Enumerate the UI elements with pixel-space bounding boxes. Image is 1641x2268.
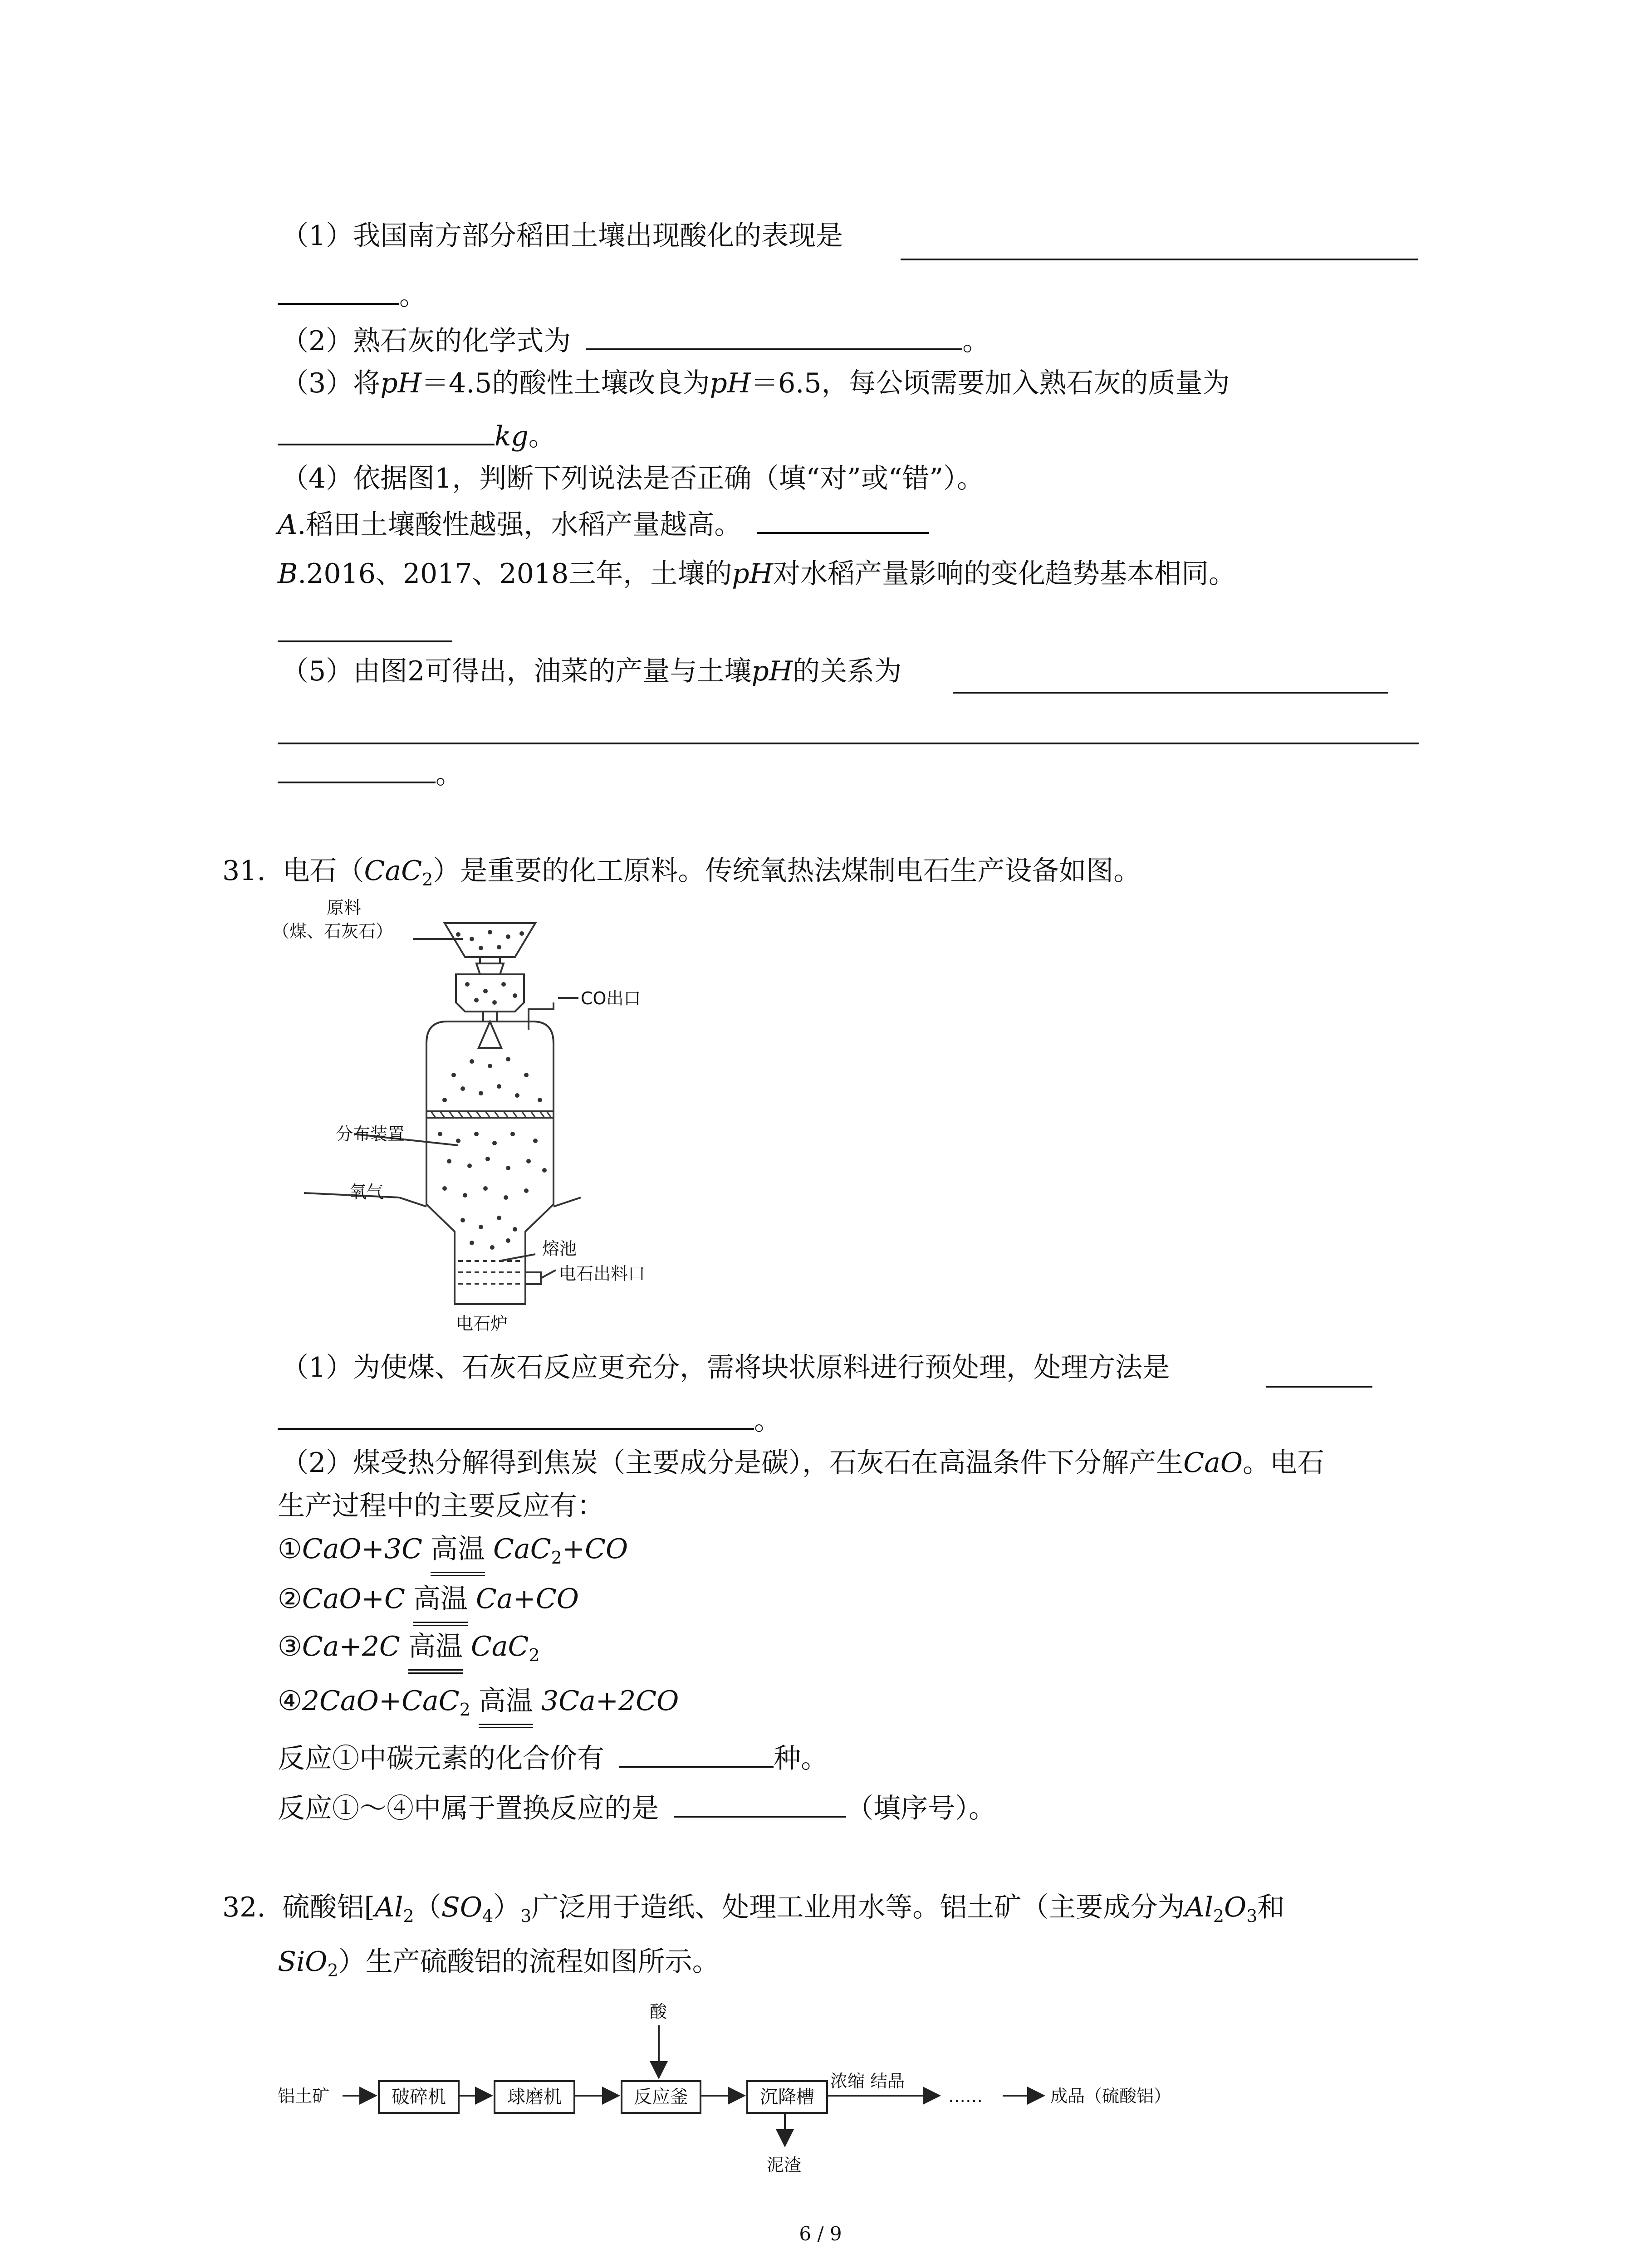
q30-part4: （4）依据图1，判断下列说法是否正确（填“对”或“错”）。	[281, 463, 985, 494]
flow-mud: 泥渣	[767, 2155, 802, 2175]
condition-high-temp: 高温	[408, 1628, 463, 1674]
flow-product: 成品（硫酸铝）	[1050, 2086, 1171, 2106]
flow-box-crusher: 破碎机	[378, 2080, 460, 2114]
q31-part2-cont: 生产过程中的主要反应有：	[278, 1490, 604, 1522]
label-melt-pool: 熔池	[542, 1239, 577, 1259]
q31-part2: （2）煤受热分解得到焦炭（主要成分是碳），石灰石在高温条件下分解产生CaO。电石	[281, 1447, 1325, 1479]
q30-part4b: B.2016、2017、2018三年，土壤的pH对水稻产量影响的变化趋势基本相同。	[278, 558, 1236, 590]
q30-part3: （3）将pH＝4.5的酸性土壤改良为pH＝6.5，每公顷需要加入熟石灰的质量为	[281, 367, 1230, 399]
q32-intro-cont: SiO$_2$）生产硫酸铝的流程如图所示。	[278, 1946, 720, 1980]
condition-high-temp: 高温	[431, 1531, 485, 1576]
reaction-4: ④2CaO+CaC$_2$ 高温 3Ca+2CO	[278, 1683, 679, 1719]
reaction-3: ③Ca+2C 高温 CaC$_2$	[278, 1628, 540, 1665]
q31-question-a: 反应①中碳元素的化合价有 种。	[278, 1740, 828, 1776]
q31-intro: 31. 电石（CaC$_2$）是重要的化工原料。传统氧热法煤制电石生产设备如图。	[222, 855, 1141, 890]
reaction-2: ②CaO+C 高温 Ca+CO	[278, 1581, 579, 1617]
q30-part5: （5）由图2可得出，油菜的产量与土壤pH的关系为	[281, 655, 902, 687]
flow-box-settler: 沉降槽	[746, 2080, 828, 2114]
flow-box-reactor: 反应釜	[621, 2080, 701, 2114]
flow-acid: 酸	[650, 2002, 667, 2022]
q30-part1-cont: 。	[278, 277, 426, 313]
q30-part4a: A.稻田土壤酸性越强，水稻产量越高。	[278, 506, 929, 542]
flow-step-label: 浓缩 结晶	[830, 2071, 905, 2091]
q31-part1-cont: 。	[278, 1402, 781, 1438]
q30-part1: （1）我国南方部分稻田土壤出现酸化的表现是	[281, 220, 843, 252]
label-raw-material: 原料	[327, 898, 362, 918]
q31-part1: （1）为使煤、石灰石反应更充分，需将块状原料进行预处理，处理方法是	[281, 1352, 1170, 1383]
label-distributor: 分布装置	[336, 1124, 405, 1144]
condition-high-temp: 高温	[413, 1581, 468, 1626]
flow-ellipsis: ……	[948, 2086, 983, 2106]
condition-high-temp: 高温	[479, 1683, 533, 1728]
flow-box-ball-mill: 球磨机	[494, 2080, 575, 2114]
q31-question-b: 反应①～④中属于置换反应的是 （填序号）。	[278, 1789, 996, 1826]
q32-intro: 32. 硫酸铝[$Al_2(SO_4)_3$广泛用于造纸、处理工业用水等。铝土矿（主要成分为$Al_2O_3$和	[222, 1892, 1285, 1926]
q30-part3-cont: kg。	[278, 417, 556, 454]
page-number: 6 / 9	[799, 2223, 842, 2245]
label-raw-material-sub: （煤、石灰石）	[272, 921, 393, 941]
reaction-1: ①CaO+3C 高温 CaC$_2$+CO	[278, 1531, 628, 1567]
flow-input-bauxite: 铝土矿	[278, 2086, 330, 2106]
label-co-outlet: CO出口	[581, 988, 641, 1008]
label-tap-outlet: 电石出料口	[559, 1264, 646, 1284]
label-furnace: 电石炉	[456, 1314, 508, 1334]
q30-part2: （2）熟石灰的化学式为 。	[281, 322, 989, 358]
q30-part5-cont: 。	[278, 755, 463, 792]
label-oxygen: 氧气	[349, 1182, 384, 1202]
